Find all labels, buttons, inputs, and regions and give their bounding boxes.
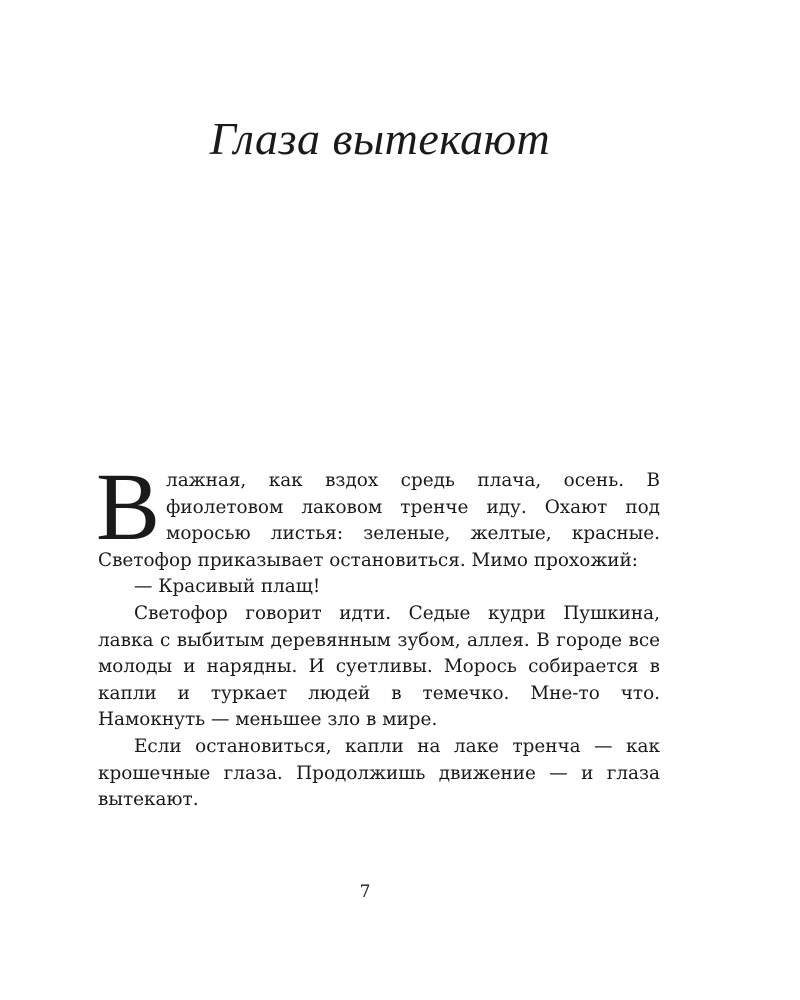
paragraph-2: — Красивый плащ! xyxy=(134,576,321,598)
drop-cap: В xyxy=(96,453,161,560)
page-number: 7 xyxy=(359,882,371,902)
paragraph-1 xyxy=(96,453,660,574)
paragraph-3: Светофор говорит идти. Седые кудри Пушкина, лавка с выбитым деревянным зубом, аллея. В городе все молоды и нарядны. И суетливы. Морось собирается в капли и туркает людей в темечко. Мне-то что. Намокнуть — меньшее зло в мире. xyxy=(98,602,660,731)
chapter-title: Глаза вытекают xyxy=(209,113,551,164)
chapter-body xyxy=(96,453,660,814)
paragraph-4: Если остановиться, капли на лаке тренча — как крошечные глаза. Продолжишь движение — и глаза вытекают. xyxy=(98,735,660,811)
paragraph-1-text: лажная, как вздох средь плача, осень. В фиолетовом лаковом тренче иду. Охают под моросью листья: зеленые, желтые, красные. Светофор приказывает остановиться. Мимо прохожий: xyxy=(98,470,660,571)
